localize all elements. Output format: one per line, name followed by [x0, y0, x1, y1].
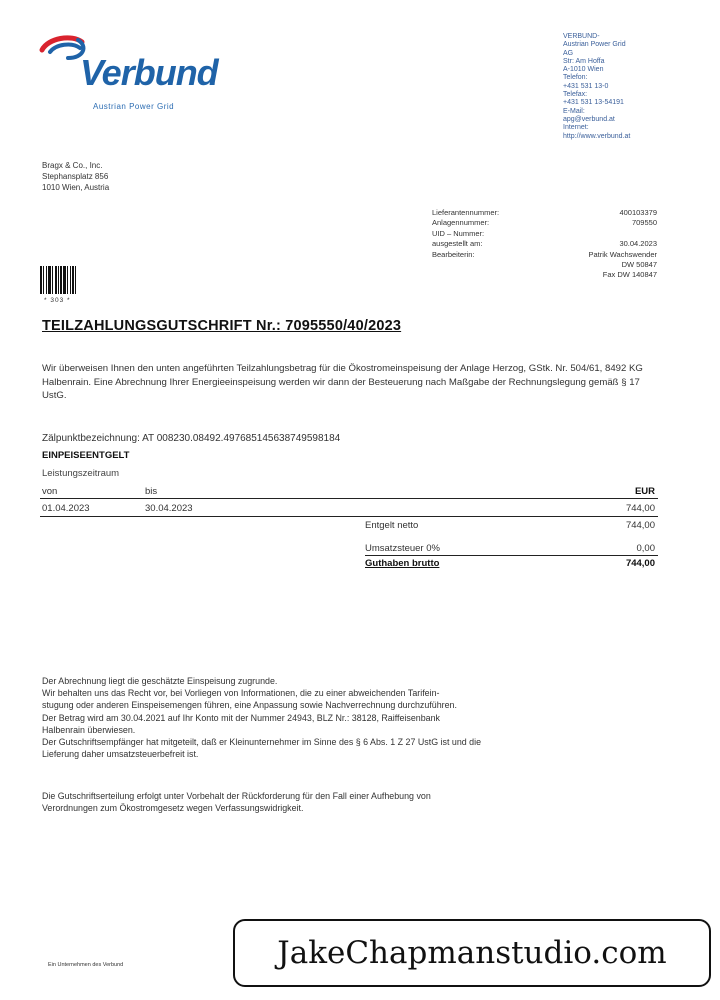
sender-line: http://www.verbund.at	[563, 132, 631, 140]
document-info	[432, 208, 657, 281]
sender-line: AG	[563, 49, 574, 57]
col-to-header: bis	[145, 486, 158, 497]
notes-block	[42, 675, 672, 760]
supplier-number-row	[432, 208, 657, 218]
barcode	[40, 266, 92, 294]
meter-point-id: Zälpunktbezeichnung: AT 008230.08492.497685145638749598184	[42, 433, 341, 444]
sender-line: A-1010 Wien	[563, 66, 604, 74]
clerk-name: Patrik Wachswender	[588, 249, 657, 259]
plant-number-value: 709550	[631, 218, 657, 228]
table-header	[40, 486, 658, 499]
watermark-label: JakeChapmanstudio.com	[233, 919, 711, 987]
document-title: TEILZAHLUNGSGUTSCHRIFT Nr.: 7095550/40/2023	[42, 318, 402, 334]
note-line: Lieferung daher umsatzsteuerbefreit ist.	[42, 749, 199, 760]
plant-number-row	[432, 218, 657, 228]
sender-line: +431 531 13-0	[563, 82, 609, 90]
issued-label: ausgestellt am:	[432, 239, 483, 249]
note-line: Verordnungen zum Ökostromgesetz wegen Verfassungswidrigkeit.	[42, 803, 304, 814]
sender-line: Str: Am Hoffa	[563, 57, 605, 65]
sender-line: Telefax:	[563, 91, 588, 99]
reservation-notice	[42, 790, 662, 814]
sender-line: Austrian Power Grid	[563, 41, 626, 49]
recipient-line: Bragx & Co., Inc.	[42, 161, 103, 170]
note-line: Wir behalten uns das Recht vor, bei Vorliegen von Informationen, die zu einer abweichenden Tarifein-	[42, 688, 440, 699]
note-line: Halbenrain überwiesen.	[42, 724, 136, 735]
plant-number-label: Anlagennummer:	[432, 218, 490, 228]
section-title: EINPEISEENTGELT	[42, 450, 130, 461]
clerk-row	[432, 250, 657, 260]
intro-paragraph: Wir überweisen Ihnen den unten angeführten Teilzahlungsbetrag für die Ökostromeinspeisung der Anlage Herzog, GStk. Nr. 504/61, 8492 KG Halbenrain. Eine Abrechnung Ihrer Energieeinspeisung werden wir dann der Besteuerung nach Maßgabe der Rechnungslegung gemäß § 17 UstG.	[42, 363, 643, 401]
total-row	[365, 558, 658, 571]
issued-date: 30.04.2023	[619, 239, 657, 249]
sender-line: apg@verbund.at	[563, 115, 615, 123]
total-value: 744,00	[625, 558, 655, 569]
supplier-number-label: Lieferantennummer:	[432, 208, 500, 217]
note-line: Der Betrag wird am 30.04.2021 auf Ihr Konto mit der Nummer 24943, BLZ Nr.: 38128, Raiffeisenbank	[42, 712, 440, 723]
sender-line: VERBUND-	[563, 33, 600, 40]
total-label: Guthaben brutto	[365, 558, 440, 569]
recipient-line: 1010 Wien, Austria	[42, 183, 110, 192]
note-line: stugung oder anderen Einspeisemengen führen, eine Anpassung sowie Nachverrechnung durchzuführen.	[42, 700, 457, 711]
net-label: Entgelt netto	[365, 520, 419, 531]
note-line: Der Abrechnung liegt die geschätzte Einspeisung zugrunde.	[42, 676, 278, 686]
logo-wordmark: Verbund	[80, 52, 218, 93]
net-value: 744,00	[625, 520, 655, 531]
note-line: Der Gutschriftsempfänger hat mitgeteilt, daß er Kleinunternehmer im Sinne des § 6 Abs. 1 Z 27 UstG ist und die	[42, 737, 482, 748]
period-from: 01.04.2023	[42, 503, 90, 514]
barcode-bar	[76, 266, 78, 294]
period-to: 30.04.2023	[145, 503, 193, 514]
clerk-extension: DW 50847	[621, 260, 657, 270]
supplier-number-value: 400103379	[619, 208, 657, 217]
uid-label: UID – Nummer:	[432, 228, 485, 238]
clerk-fax: Fax DW 140847	[602, 270, 657, 280]
verbund-logo	[38, 32, 228, 122]
sender-line: Internet:	[563, 124, 589, 132]
sender-address	[563, 33, 703, 141]
table-row	[40, 503, 658, 517]
footer-company-note: Ein Unternehmen des Verbund	[48, 962, 124, 968]
sender-line: E-Mail:	[563, 107, 585, 115]
recipient-line: Stephansplatz 856	[42, 172, 109, 181]
period-label: Leistungszeitraum	[42, 468, 120, 479]
sender-line: +431 531 13-54191	[563, 99, 624, 107]
issued-row	[432, 239, 657, 249]
col-from-header: von	[42, 486, 58, 497]
col-currency-header: EUR	[634, 486, 655, 497]
tax-label: Umsatzsteuer 0%	[365, 543, 440, 554]
tax-row	[365, 543, 658, 556]
barcode-number: * 303 *	[44, 297, 71, 304]
period-amount: 744,00	[625, 503, 655, 514]
clerk-label: Bearbeiterin:	[432, 249, 475, 259]
uid-row	[432, 229, 657, 239]
net-amount-row	[365, 520, 658, 533]
recipient-address	[42, 160, 109, 193]
sender-line: Telefon:	[563, 74, 588, 82]
logo-subtitle: Austrian Power Grid	[93, 102, 175, 111]
tax-value: 0,00	[636, 543, 655, 554]
note-line: Die Gutschriftserteilung erfolgt unter Vorbehalt der Rückforderung für den Fall einer Aufhebung von	[42, 791, 431, 801]
